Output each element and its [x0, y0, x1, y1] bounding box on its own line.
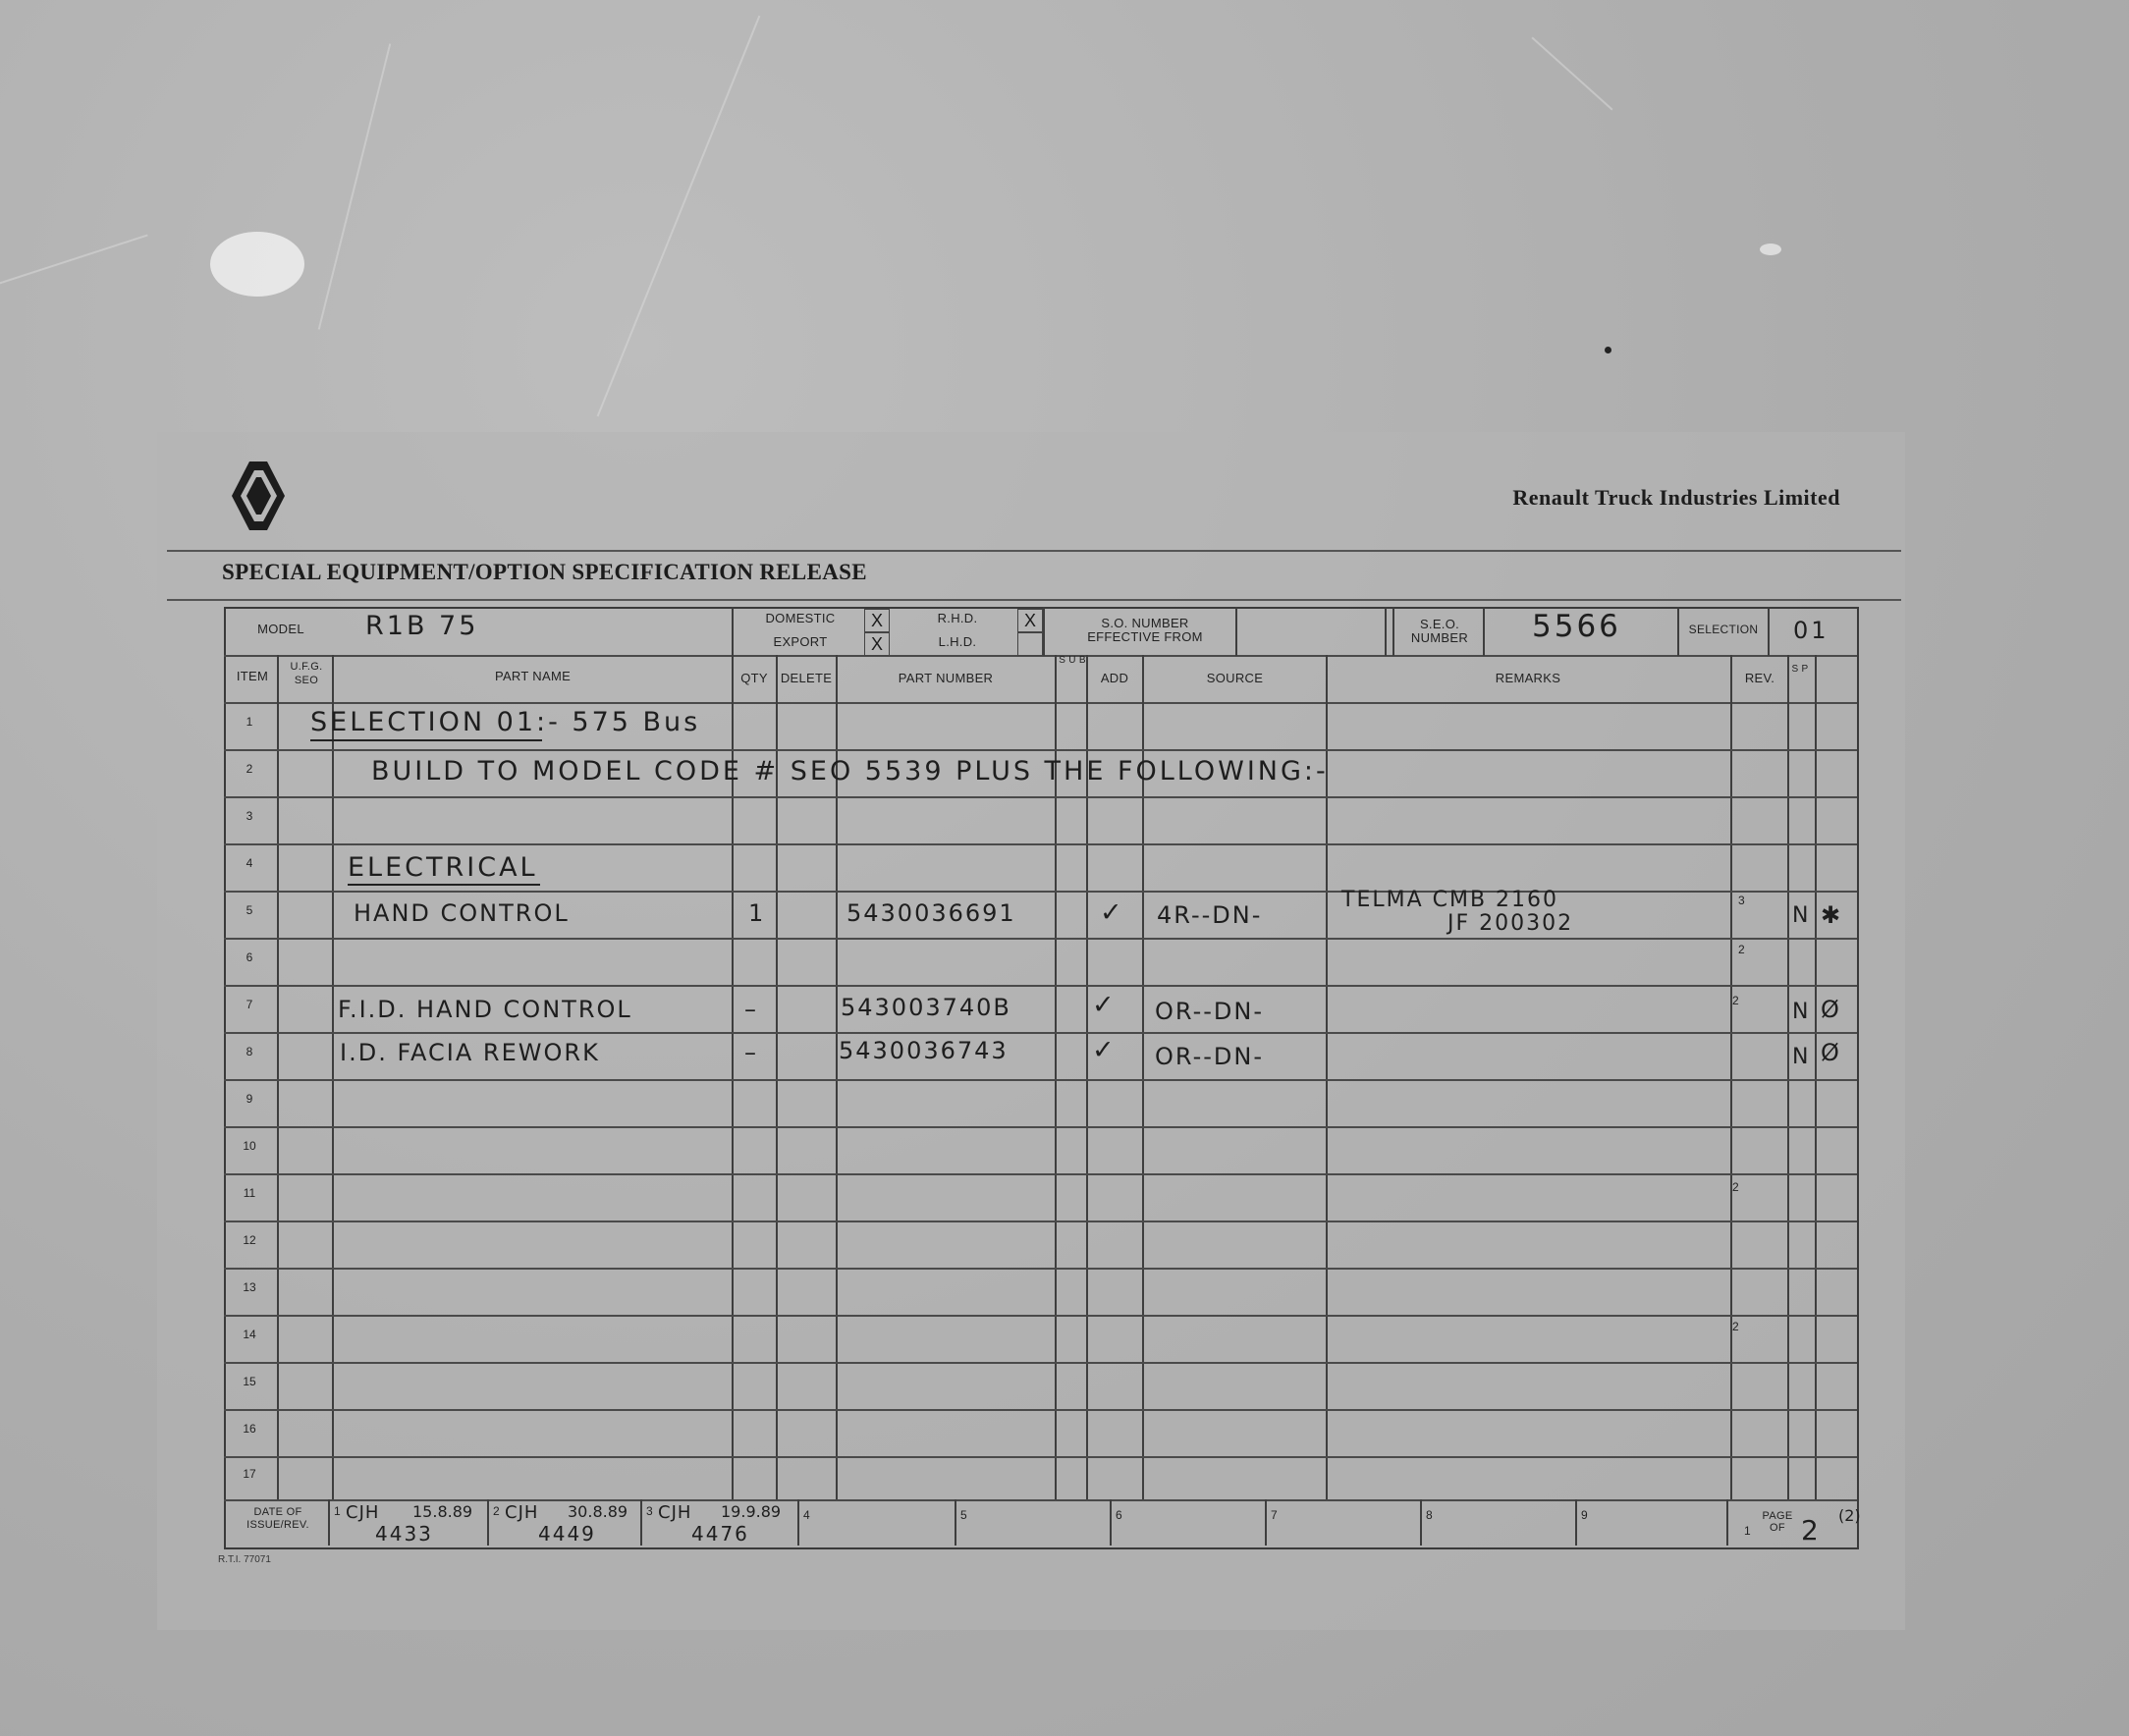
- row-line: [224, 1268, 1857, 1270]
- issue-slot-7: 7: [1271, 1508, 1278, 1522]
- col-divider: [1815, 655, 1817, 1499]
- item-8-sp: N: [1792, 1045, 1811, 1069]
- row-line: [224, 1173, 1857, 1175]
- issue-2-reference: 4449: [538, 1522, 596, 1546]
- domestic-label: DOMESTIC: [765, 611, 836, 625]
- row-number: 13: [243, 1280, 256, 1294]
- form-number: R.T.I. 77071: [218, 1554, 271, 1565]
- effective-from-label: EFFECTIVE FROM: [1087, 629, 1203, 644]
- divider: [1385, 607, 1387, 656]
- row-line: [224, 891, 1857, 893]
- col-divider: [1730, 655, 1732, 1499]
- col-divider: [277, 655, 279, 1499]
- divider: [1768, 607, 1770, 656]
- item-5-add: ✓: [1100, 897, 1125, 928]
- row-number: 5: [246, 903, 253, 917]
- so-number-label: S.O. NUMBER: [1101, 616, 1189, 630]
- row-line: [224, 1409, 1857, 1411]
- item-5-sp: N: [1792, 903, 1811, 928]
- selection-value: 01: [1793, 617, 1829, 644]
- export-label: EXPORT: [773, 634, 828, 649]
- row-line: [224, 749, 1857, 751]
- col-ufg: U.F.G.: [290, 661, 323, 673]
- selection-heading: SELECTION 01:- 575 Bus: [310, 707, 701, 737]
- page-of-label: OF: [1770, 1522, 1785, 1534]
- lhd-checkbox[interactable]: [1017, 632, 1043, 656]
- item-7-part-number: 543003740B: [841, 994, 1011, 1021]
- row-number: 7: [246, 998, 253, 1011]
- section-electrical: ELECTRICAL: [348, 852, 538, 883]
- item-5-rev: 3: [1738, 894, 1745, 907]
- footer-divider: [955, 1499, 956, 1546]
- lhd-label: L.H.D.: [938, 634, 977, 649]
- item-5-remarks: TELMA CMB 2160: [1341, 888, 1559, 912]
- footer-divider: [1265, 1499, 1267, 1546]
- issue-3-initials: CJH: [658, 1502, 692, 1523]
- col-divider: [1787, 655, 1789, 1499]
- footer-divider: [328, 1499, 330, 1546]
- col-part-name: PART NAME: [494, 669, 572, 683]
- row-number: 11: [243, 1186, 256, 1200]
- item-7-part-name: F.I.D. HAND CONTROL: [338, 996, 632, 1023]
- item-11-rev: 2: [1732, 1180, 1739, 1194]
- seo-number-label: S.E.O.: [1419, 617, 1460, 631]
- issue-slot-5: 5: [960, 1508, 967, 1522]
- row-number: 9: [246, 1092, 253, 1106]
- row-number: 2: [246, 762, 253, 776]
- model-label: MODEL: [257, 622, 304, 636]
- issue-3-number: 3: [646, 1504, 653, 1518]
- column-header-divider: [224, 702, 1857, 704]
- issue-1-number: 1: [334, 1504, 341, 1518]
- item-5-source: 4R--DN-: [1157, 901, 1263, 929]
- col-divider: [332, 655, 334, 1499]
- col-sp: S P: [1791, 664, 1809, 675]
- row-number: 16: [243, 1422, 256, 1436]
- row-number: 10: [243, 1139, 256, 1153]
- model-value: R1B 75: [365, 611, 479, 641]
- footer-divider: [1726, 1499, 1728, 1546]
- issue-2-date: 30.8.89: [568, 1502, 628, 1521]
- item-7-add: ✓: [1092, 990, 1118, 1020]
- issue-3-date: 19.9.89: [721, 1502, 782, 1521]
- item-6-rev: 2: [1738, 943, 1745, 956]
- issue-1-reference: 4433: [375, 1522, 433, 1546]
- item-5-part-name: HAND CONTROL: [354, 899, 570, 927]
- row-line: [224, 1221, 1857, 1222]
- divider: [1392, 607, 1394, 656]
- rhd-label: R.H.D.: [937, 611, 978, 625]
- divider: [1235, 607, 1237, 656]
- paper-blemish: [210, 232, 304, 297]
- row-line: [224, 1126, 1857, 1128]
- item-8-add: ✓: [1092, 1035, 1118, 1065]
- specification-table: [224, 607, 1859, 1549]
- page-total: 2: [1801, 1514, 1822, 1546]
- col-rev: REV.: [1744, 671, 1775, 685]
- title-rule: [167, 599, 1901, 601]
- row-number: 8: [246, 1045, 253, 1058]
- page-number: 1: [1744, 1524, 1751, 1538]
- row-number: 14: [243, 1328, 256, 1341]
- item-8-qty: –: [744, 1039, 758, 1066]
- company-name: Renault Truck Industries Limited: [1512, 485, 1840, 510]
- row-number: 17: [243, 1467, 256, 1481]
- row-line: [224, 1032, 1857, 1034]
- selection-label: SELECTION: [1688, 623, 1759, 636]
- col-add: ADD: [1100, 671, 1129, 685]
- item-14-rev: 2: [1732, 1320, 1739, 1333]
- selection-underline: [310, 739, 542, 741]
- issue-slot-4: 4: [803, 1508, 810, 1522]
- item-5-mark: ✱: [1821, 901, 1843, 929]
- col-qty: QTY: [740, 671, 768, 685]
- export-checkbox[interactable]: X: [864, 632, 890, 656]
- row-number: 4: [246, 856, 253, 870]
- item-5-part-number: 5430036691: [846, 899, 1016, 927]
- row-number: 15: [243, 1375, 256, 1388]
- issue-slot-6: 6: [1116, 1508, 1122, 1522]
- page-label: PAGE: [1762, 1510, 1793, 1522]
- date-of-issue-label: DATE OF: [253, 1506, 302, 1518]
- date-of-issue-label-2: ISSUE/REV.: [246, 1519, 309, 1531]
- issue-1-date: 15.8.89: [412, 1502, 473, 1521]
- row-line: [224, 1315, 1857, 1317]
- col-sub: S U B: [1059, 655, 1086, 666]
- col-item: ITEM: [236, 669, 269, 683]
- row-line: [224, 843, 1857, 845]
- col-part-number: PART NUMBER: [898, 671, 994, 685]
- row-number: 6: [246, 950, 253, 964]
- item-8-mark: Ø: [1821, 1039, 1841, 1066]
- item-8-part-number: 5430036743: [839, 1037, 1009, 1064]
- col-remarks: REMARKS: [1495, 671, 1561, 685]
- item-7-rev: 2: [1732, 994, 1739, 1007]
- item-7-source: OR--DN-: [1155, 998, 1265, 1025]
- item-7-sp: N: [1792, 1000, 1811, 1024]
- divider: [1043, 607, 1045, 656]
- page-note: (2): [1838, 1506, 1861, 1525]
- issue-2-initials: CJH: [505, 1502, 539, 1523]
- col-ufg-2: SEO: [294, 675, 319, 686]
- row-line: [224, 938, 1857, 940]
- seo-number-value: 5566: [1532, 609, 1621, 644]
- domestic-checkbox[interactable]: X: [864, 609, 890, 632]
- row-number: 1: [246, 715, 253, 729]
- page-title: SPECIAL EQUIPMENT/OPTION SPECIFICATION RELEASE: [222, 560, 867, 584]
- item-5-qty: 1: [748, 899, 766, 927]
- footer-divider: [1420, 1499, 1422, 1546]
- col-delete: DELETE: [780, 671, 833, 685]
- rhd-checkbox[interactable]: X: [1017, 609, 1043, 632]
- row-number: 12: [243, 1233, 256, 1247]
- issue-slot-8: 8: [1426, 1508, 1433, 1522]
- footer-divider: [1575, 1499, 1577, 1546]
- col-source: SOURCE: [1206, 671, 1264, 685]
- issue-1-initials: CJH: [346, 1502, 380, 1523]
- footer-divider: [224, 1499, 1857, 1501]
- issue-3-reference: 4476: [691, 1522, 749, 1546]
- item-5-remarks-2: JF 200302: [1447, 911, 1574, 936]
- issue-2-number: 2: [493, 1504, 500, 1518]
- row-number: 3: [246, 809, 253, 823]
- issue-slot-9: 9: [1581, 1508, 1588, 1522]
- row-line: [224, 1079, 1857, 1081]
- item-8-part-name: I.D. FACIA REWORK: [340, 1039, 600, 1066]
- footer-divider: [797, 1499, 799, 1546]
- row-line: [224, 796, 1857, 798]
- item-7-qty: –: [744, 996, 758, 1023]
- footer-divider: [487, 1499, 489, 1546]
- section-underline: [348, 884, 540, 886]
- renault-logo-icon: [228, 460, 287, 532]
- row-line: [224, 985, 1857, 987]
- item-8-source: OR--DN-: [1155, 1043, 1265, 1070]
- footer-divider: [1110, 1499, 1112, 1546]
- paper-blemish: [1760, 244, 1781, 255]
- seo-number-label-2: NUMBER: [1410, 630, 1469, 645]
- divider: [1677, 607, 1679, 656]
- ink-dot: [1605, 347, 1611, 353]
- row-line: [224, 1362, 1857, 1364]
- divider: [732, 607, 734, 656]
- footer-divider: [640, 1499, 642, 1546]
- row-line: [224, 1456, 1857, 1458]
- divider: [1483, 607, 1485, 656]
- build-instruction: BUILD TO MODEL CODE # SEO 5539 PLUS THE FOLLOWING:-: [371, 756, 1329, 787]
- item-7-mark: Ø: [1821, 996, 1841, 1023]
- header-rule: [167, 550, 1901, 552]
